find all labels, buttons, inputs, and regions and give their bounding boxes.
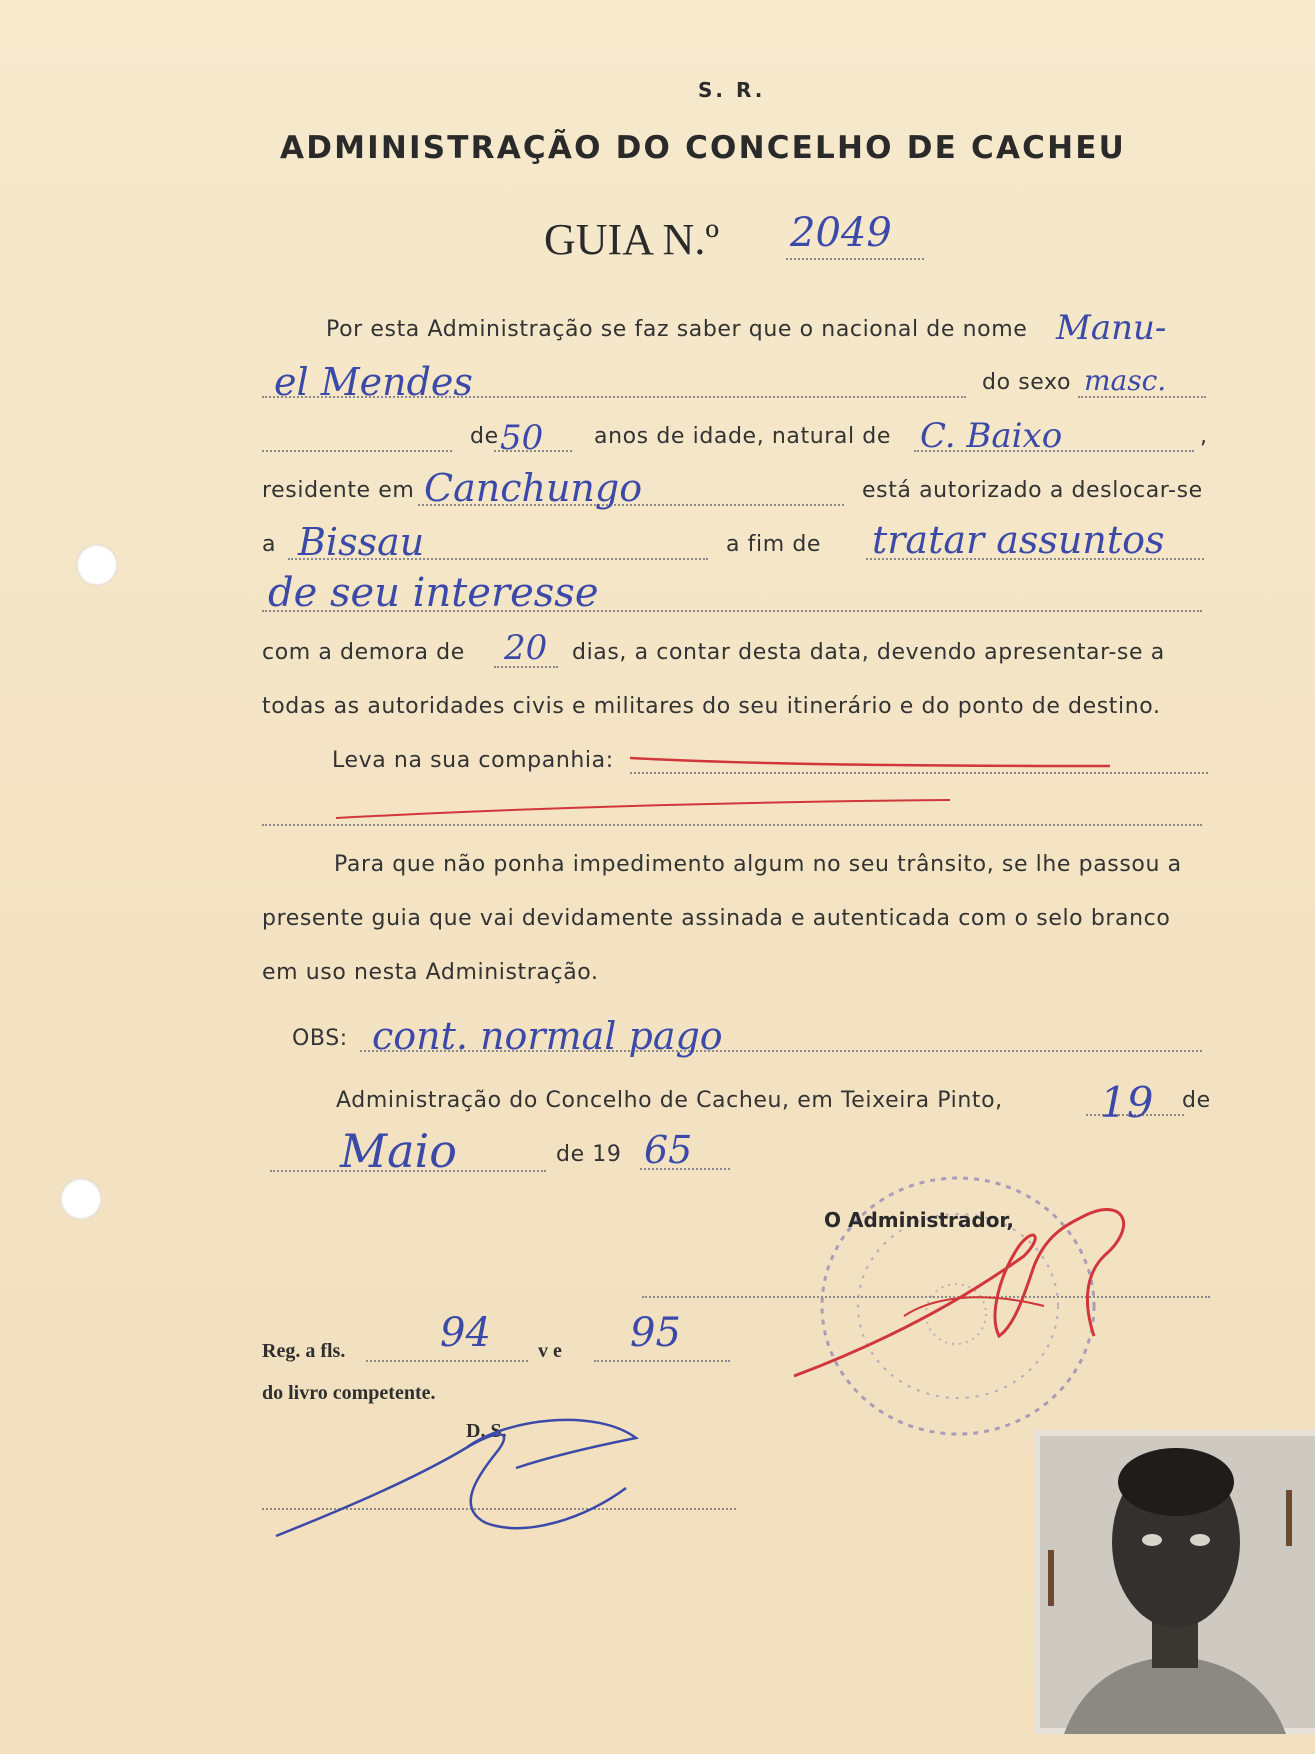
de-label: de bbox=[470, 424, 499, 449]
reg-from-line bbox=[366, 1360, 528, 1362]
reg-label: Reg. a fls. bbox=[262, 1340, 346, 1362]
reg-to-value: 95 bbox=[630, 1310, 681, 1356]
companhia-line-2 bbox=[262, 824, 1202, 826]
companhia-label: Leva na sua companhia: bbox=[332, 748, 614, 773]
natural-comma: , bbox=[1200, 424, 1208, 449]
id-photo bbox=[1034, 1430, 1315, 1734]
day-value: 19 bbox=[1100, 1078, 1154, 1127]
guia-number: 2049 bbox=[790, 210, 892, 256]
livro-label: do livro competente. bbox=[262, 1382, 436, 1404]
header-sr: S. R. bbox=[698, 78, 766, 102]
demora-prefix: com a demora de bbox=[262, 640, 465, 665]
demora-value: 20 bbox=[504, 628, 548, 668]
residente-label: residente em bbox=[262, 478, 415, 503]
a-label: a bbox=[262, 532, 277, 557]
reg-to-line bbox=[594, 1360, 730, 1362]
residente-value: Canchungo bbox=[424, 466, 643, 510]
guia-label: GUIA N.º bbox=[544, 215, 719, 264]
demora-suffix: dias, a contar desta data, devendo apresentar-se a bbox=[572, 640, 1165, 665]
administrador-label: O Administrador, bbox=[824, 1208, 1014, 1232]
autoridades-line: todas as autoridades civis e militares do seu itinerário e do ponto de destino. bbox=[262, 694, 1161, 719]
destino-value: Bissau bbox=[298, 520, 425, 564]
year-prefix: de 19 bbox=[556, 1142, 622, 1167]
name-part-1: Manu- bbox=[1056, 308, 1167, 348]
sexo-label: do sexo bbox=[982, 370, 1072, 395]
punch-hole-top bbox=[76, 544, 118, 586]
fim-value-1: tratar assuntos bbox=[872, 518, 1165, 562]
obs-label: OBS: bbox=[292, 1026, 348, 1051]
companhia-strike bbox=[326, 744, 1126, 824]
punch-hole-bottom bbox=[60, 1178, 102, 1220]
reg-from-value: 94 bbox=[440, 1310, 491, 1356]
sexo-value: masc. bbox=[1084, 364, 1167, 397]
blank-line-3 bbox=[262, 450, 452, 452]
ds-label: D. S. bbox=[466, 1420, 507, 1442]
year-value: 65 bbox=[644, 1128, 693, 1172]
age-suffix: anos de idade, natural de bbox=[594, 424, 892, 449]
age-value: 50 bbox=[500, 418, 544, 458]
place-text: Administração do Concelho de Cacheu, em Teixeira Pinto, bbox=[336, 1088, 1003, 1113]
paragraph-2-line-1: Para que não ponha impedimento algum no seu trânsito, se lhe passou a bbox=[334, 852, 1182, 877]
administrador-signature bbox=[784, 1196, 1164, 1396]
obs-value: cont. normal pago bbox=[372, 1014, 723, 1058]
fim-value-2: de seu interesse bbox=[268, 570, 599, 616]
ds-signature bbox=[266, 1408, 686, 1548]
name-part-2: el Mendes bbox=[274, 360, 473, 404]
paragraph-2-line-2: presente guia que vai devidamente assinada e autenticada com o selo branco bbox=[262, 906, 1171, 931]
paragraph-2-line-3: em uso nesta Administração. bbox=[262, 960, 599, 985]
page-title: ADMINISTRAÇÃO DO CONCELHO DE CACHEU bbox=[280, 130, 1126, 166]
fim-label: a fim de bbox=[726, 532, 822, 557]
guia-number-line bbox=[786, 258, 924, 260]
month-value: Maio bbox=[340, 1124, 457, 1178]
natural-value: C. Baixo bbox=[920, 416, 1063, 456]
day-de-label: de bbox=[1182, 1088, 1211, 1113]
autorizado-label: está autorizado a deslocar-se bbox=[862, 478, 1203, 503]
text-line-1: Por esta Administração se faz saber que o nacional de nome bbox=[326, 317, 1028, 342]
reg-ve-label: v e bbox=[538, 1340, 562, 1362]
